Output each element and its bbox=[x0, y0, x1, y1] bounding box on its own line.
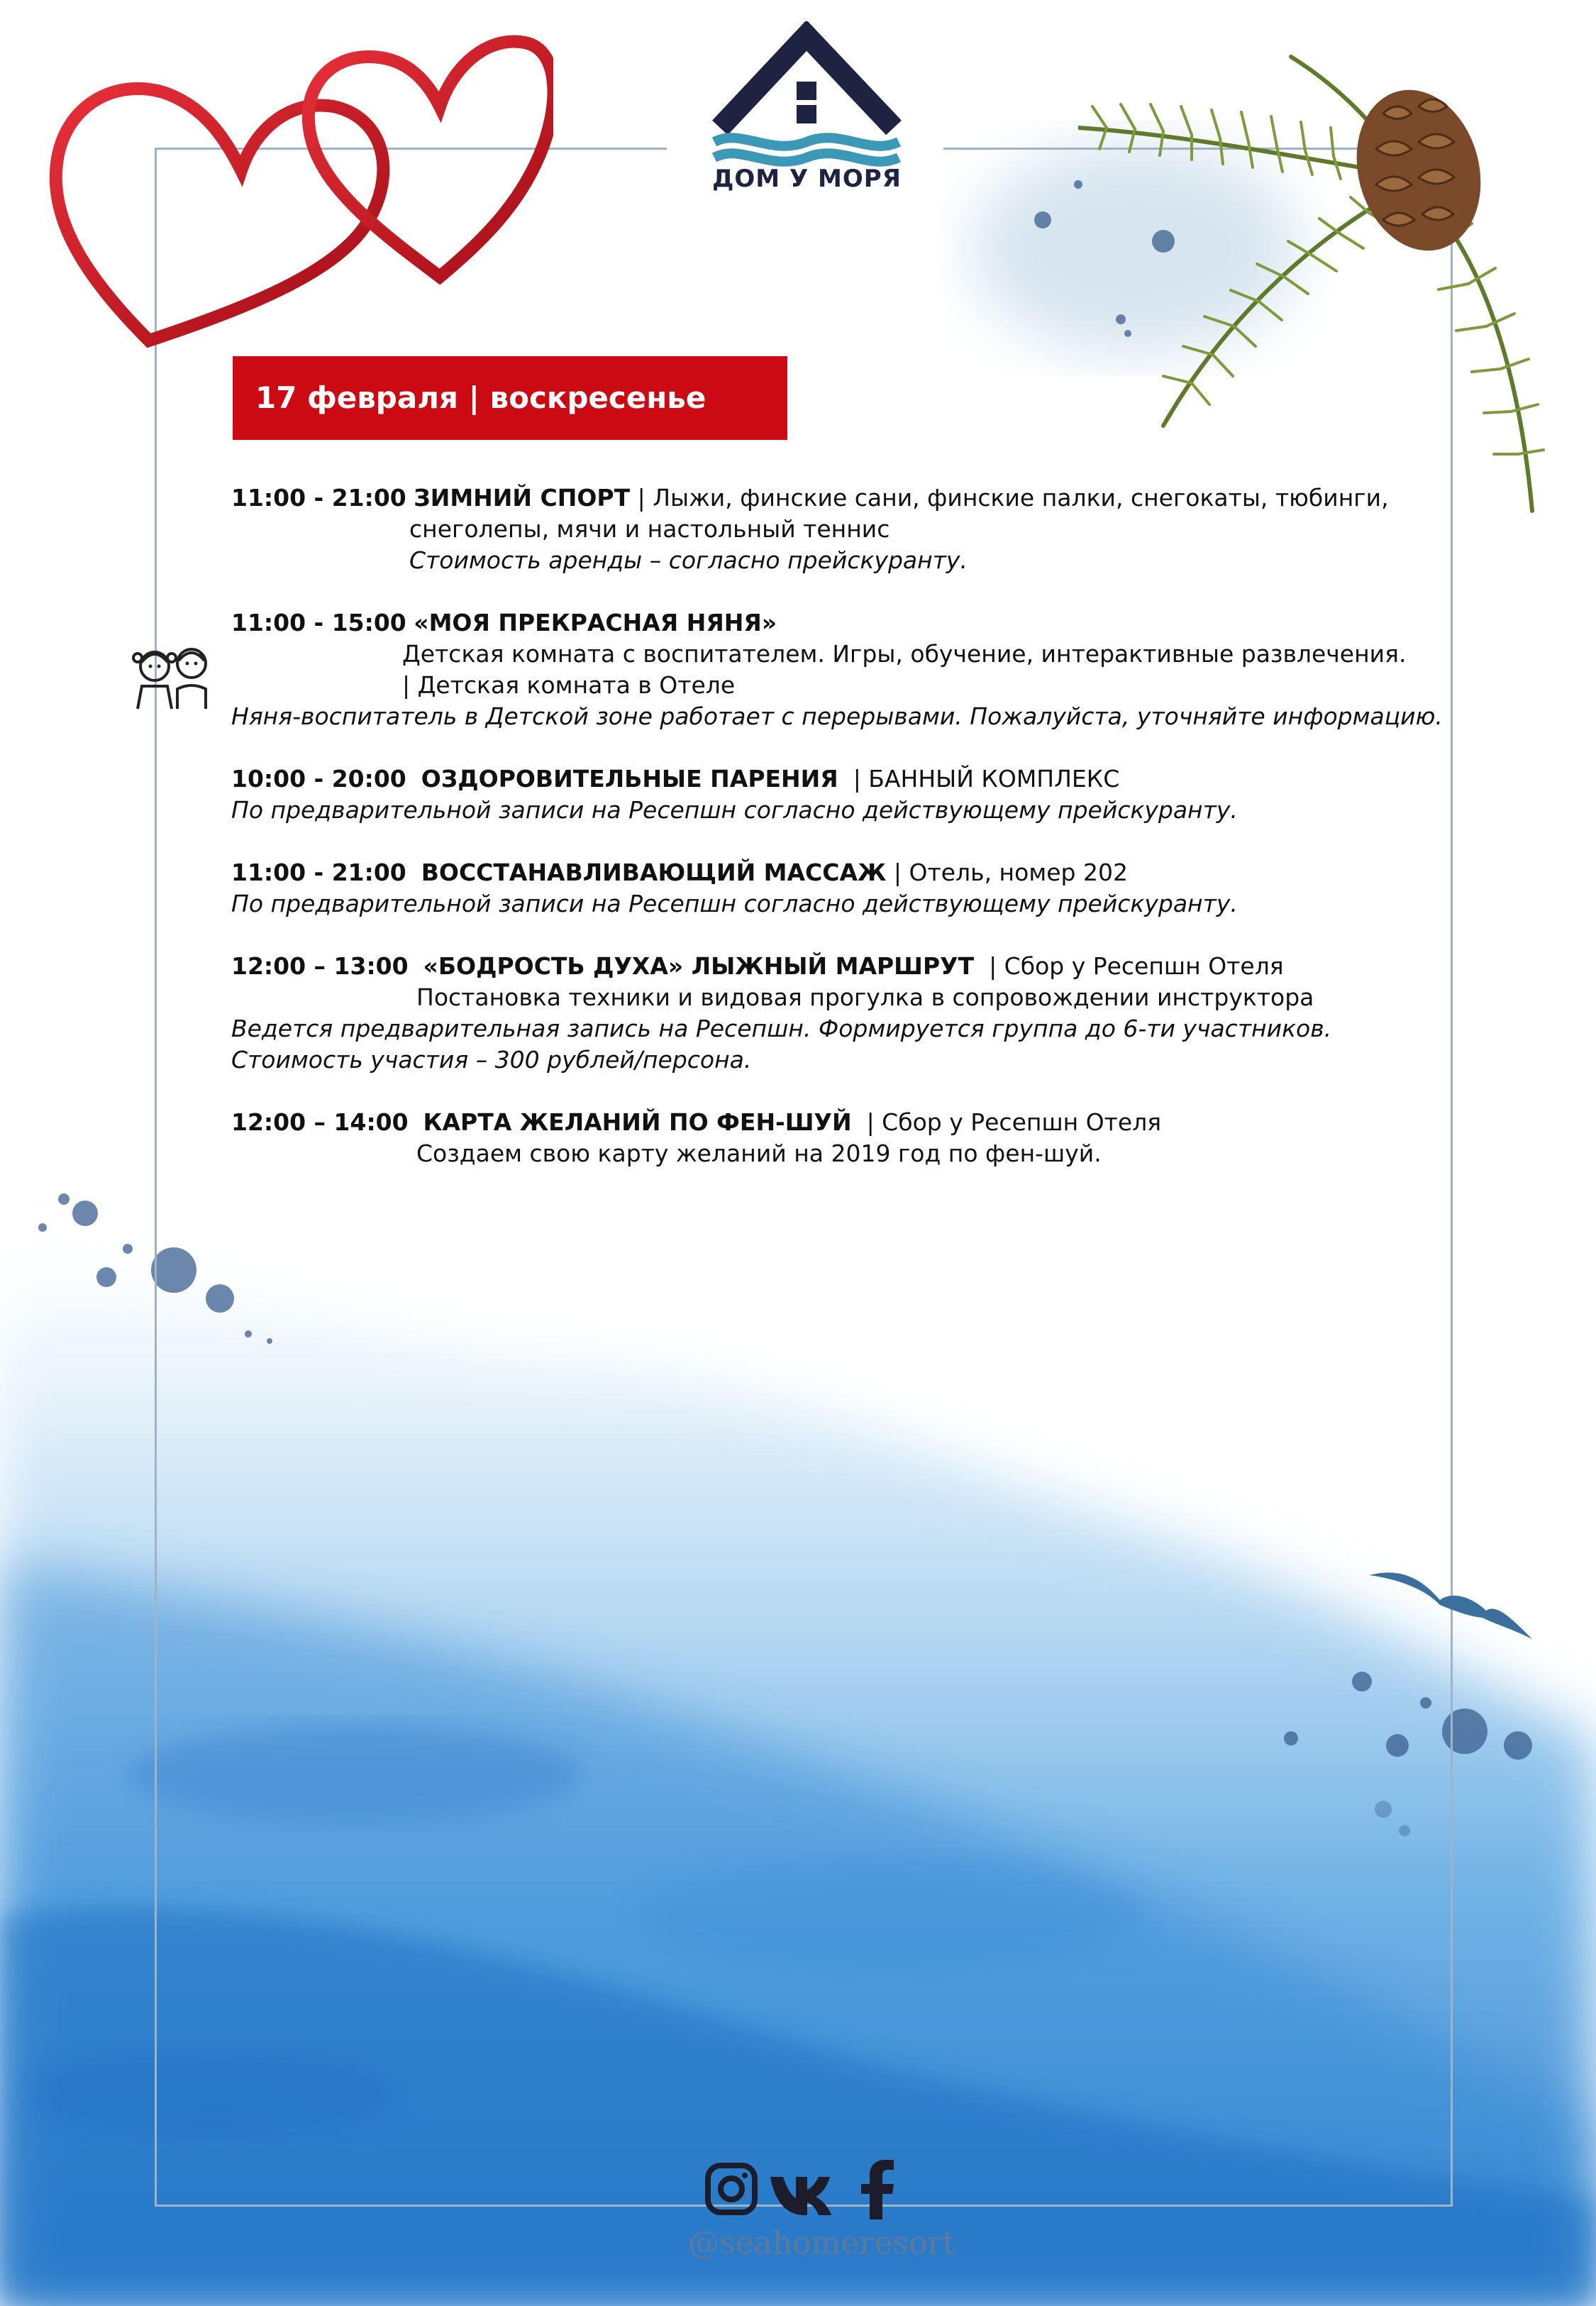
event-time: 12:00 – 13:00 bbox=[231, 952, 409, 980]
event-nanny bbox=[231, 607, 1443, 732]
event-time: 11:00 - 15:00 bbox=[231, 609, 406, 636]
event-time: 11:00 - 21:00 bbox=[231, 484, 406, 512]
event-note: По предварительной записи на Ресепшн согласно действующему прейскуранту. bbox=[231, 890, 1238, 917]
seagull-icon bbox=[1369, 1561, 1539, 1646]
event-title: ВОССТАНАВЛИВАЮЩИЙ МАССАЖ bbox=[421, 859, 887, 886]
event-winter-sport bbox=[231, 482, 1423, 576]
event-title: КАРТА ЖЕЛАНИЙ ПО ФЕН-ШУЙ bbox=[423, 1108, 852, 1136]
event-details: | Лыжи, финские сани, финские палки, снегокаты, тюбинги, bbox=[630, 484, 1389, 512]
vk-icon[interactable] bbox=[770, 2177, 831, 2215]
event-time: 12:00 – 14:00 bbox=[231, 1108, 409, 1136]
event-details-continued: снеголепы, мячи и настольный теннис bbox=[409, 515, 890, 543]
schedule bbox=[231, 482, 1443, 1201]
event-note: Ведется предварительная запись на Ресепшн. Формируется группа до 6-ти участников. bbox=[231, 1015, 1332, 1042]
event-details: Создаем свою карту желаний на 2019 год по фен-шуй. bbox=[416, 1140, 1102, 1167]
event-note: По предварительной записи на Ресепшн согласно действующему прейскуранту. bbox=[231, 796, 1238, 824]
logo-text: ДОМ У МОРЯ bbox=[712, 165, 902, 193]
event-details: Постановка техники и видовая прогулка в сопровождении инструктора bbox=[416, 983, 1314, 1011]
event-location: | Сбор у Ресепшн Отеля bbox=[989, 952, 1284, 980]
event-title: ЗИМНИЙ СПОРТ bbox=[414, 484, 631, 512]
event-note: Няня-воспитатель в Детской зоне работает с перерывами. Пожалуйста, уточняйте информацию. bbox=[231, 702, 1443, 730]
event-title: «МОЯ ПРЕКРАСНАЯ НЯНЯ» bbox=[414, 609, 777, 636]
event-ski-route bbox=[231, 951, 1423, 1076]
event-location: | Отель, номер 202 bbox=[886, 859, 1128, 886]
event-title: ОЗДОРОВИТЕЛЬНЫЕ ПАРЕНИЯ bbox=[421, 765, 838, 793]
event-location: | Детская комната в Отеле bbox=[402, 671, 736, 699]
event-time: 11:00 - 21:00 bbox=[231, 859, 406, 886]
event-title: «БОДРОСТЬ ДУХА» ЛЫЖНЫЙ МАРШРУТ bbox=[423, 952, 975, 980]
event-wish-map bbox=[231, 1107, 1423, 1169]
pine-cone-icon bbox=[1339, 76, 1498, 265]
pine-branch-icon bbox=[1078, 28, 1596, 525]
event-massage bbox=[231, 857, 1423, 920]
heart-icon bbox=[43, 7, 553, 348]
event-details: Детская комната с воспитателем. Игры, обучение, интерактивные развлечения. bbox=[402, 640, 1407, 668]
social-handle[interactable]: @seahomeresort bbox=[688, 2225, 955, 2261]
social-links bbox=[702, 2157, 915, 2221]
event-note: Стоимость аренды – согласно прейскуранту. bbox=[409, 546, 968, 574]
event-sauna bbox=[231, 763, 1423, 826]
event-time: 10:00 - 20:00 bbox=[231, 765, 406, 793]
event-location: | Сбор у Ресепшн Отеля bbox=[866, 1108, 1162, 1136]
instagram-icon[interactable] bbox=[708, 2166, 755, 2212]
kids-icon bbox=[132, 642, 214, 710]
facebook-icon[interactable] bbox=[861, 2160, 894, 2219]
event-price: Стоимость участия – 300 рублей/персона. bbox=[231, 1046, 752, 1074]
event-location: | БАННЫЙ КОМПЛЕКС bbox=[853, 765, 1120, 793]
date-banner: 17 февраля | воскресенье bbox=[233, 356, 787, 440]
